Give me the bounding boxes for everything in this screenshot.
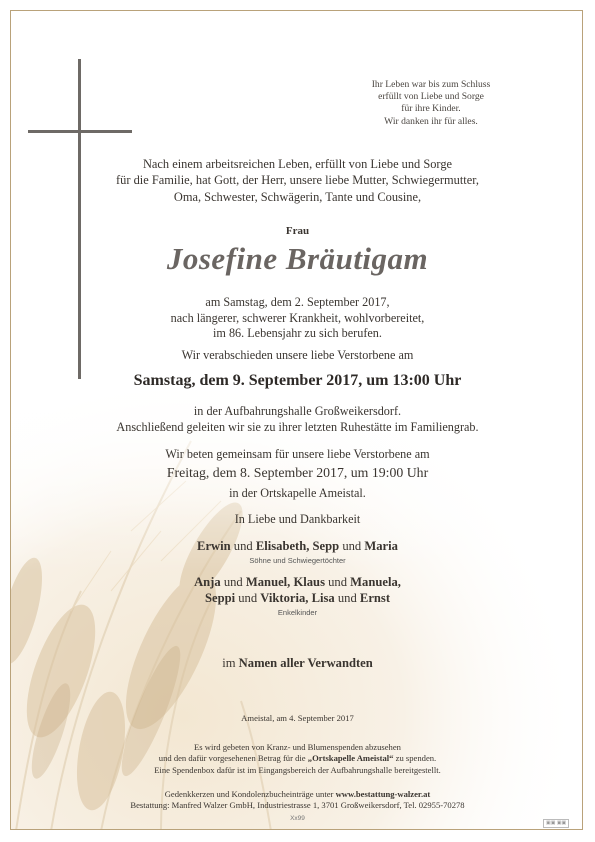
- grandchildren-role: Enkelkinder: [277, 608, 318, 617]
- salutation: Frau: [285, 225, 310, 237]
- grandchildren-line-1: [11, 574, 583, 590]
- conjunction: und: [223, 575, 243, 589]
- donation-line-2: [11, 753, 583, 764]
- intro-line: Nach einem arbeitsreichen Leben, erfüllt von Liebe und Sorge: [142, 157, 453, 171]
- cross-horizontal-beam: [28, 130, 132, 133]
- donation-line-2a: und den dafür vorgesehenen Betrag für die: [158, 753, 306, 764]
- prayer-intro: Wir beten gemeinsam für unsere liebe Verstorbene am: [165, 447, 430, 461]
- deceased-name: Josefine Bräutigam: [166, 241, 429, 276]
- quote-line: für ihre Kinder.: [401, 103, 461, 115]
- farewell-intro: Wir verabschieden unsere liebe Verstorbene am: [181, 348, 414, 362]
- website-link[interactable]: www.bestattung-walzer.at: [335, 789, 431, 799]
- relatives-prefix: im: [222, 656, 236, 670]
- name-seppi: Seppi: [204, 591, 236, 606]
- quote-line: erfüllt von Liebe und Sorge: [378, 91, 484, 103]
- closing-phrase: In Liebe und Dankbarkeit: [234, 512, 361, 526]
- intro-line: für die Familie, hat Gott, der Herr, unsere liebe Mutter, Schwiegermutter,: [116, 173, 479, 188]
- quote-line: Ihr Leben war bis zum Schluss: [371, 79, 491, 90]
- footer-line-1: [11, 789, 583, 800]
- footer-code: Xx99: [290, 815, 305, 822]
- grandchildren-line-2: [11, 590, 583, 606]
- conjunction: und: [342, 539, 362, 553]
- sons-names: [11, 538, 583, 554]
- sons-role: Söhne und Schwiegertöchter: [249, 556, 346, 565]
- name-elisabeth: Elisabeth,: [255, 539, 310, 553]
- death-line: am Samstag, dem 2. September 2017,: [205, 295, 390, 309]
- conjunction: und: [233, 539, 253, 553]
- death-line: nach längerer, schwerer Krankheit, wohlvorbereitet,: [170, 310, 425, 325]
- prayer-date: Freitag, dem 8. September 2017, um 19:00 Uhr: [166, 465, 429, 480]
- donation-recipient: „Ortskapelle Ameistal“: [307, 753, 394, 764]
- conjunction: und: [337, 591, 357, 606]
- name-maria: Maria: [364, 539, 398, 553]
- name-manuel: Manuel,: [245, 575, 291, 589]
- donation-line-1: Es wird gebeten von Kranz- und Blumenspenden abzusehen: [194, 742, 401, 752]
- name-sepp: Sepp: [312, 539, 340, 553]
- footer-info: [11, 789, 583, 812]
- name-ernst: Ernst: [359, 591, 391, 606]
- funeral-place-line: Anschließend geleiten wir sie zu ihrer letzten Ruhestätte im Familiengrab.: [116, 419, 479, 434]
- name-erwin: Erwin: [197, 539, 231, 553]
- name-viktoria: Viktoria,: [260, 591, 309, 606]
- death-notice: [11, 295, 583, 342]
- relatives-line: [11, 655, 583, 671]
- quote-line: Wir danken ihr für alles.: [384, 115, 478, 127]
- condolence-text: Gedenkkerzen und Kondolenzbucheinträge unter: [164, 789, 334, 799]
- relatives-bold: Namen aller Verwandten: [238, 656, 373, 670]
- prayer-place: in der Ortskapelle Ameistal.: [229, 486, 366, 500]
- intro-text: [11, 156, 583, 205]
- place-date: Ameistal, am 4. September 2017: [241, 713, 354, 723]
- undertaker-logo: ▣▣ ▣▣: [543, 819, 569, 828]
- name-manuela: Manuela,: [350, 575, 401, 589]
- footer-line-2: Bestattung: Manfred Walzer GmbH, Industriestrasse 1, 3701 Großweikersdorf, Tel. 02955-70278: [130, 800, 465, 811]
- death-line: im 86. Lebensjahr zu sich berufen.: [213, 326, 382, 341]
- intro-line: Oma, Schwester, Schwägerin, Tante und Cousine,: [173, 189, 422, 204]
- name-anja: Anja: [194, 575, 221, 589]
- funeral-date: Samstag, dem 9. September 2017, um 13:00 Uhr: [133, 372, 462, 389]
- donation-note: [11, 742, 583, 776]
- conjunction: und: [238, 591, 258, 606]
- grandchildren-names: [11, 574, 583, 607]
- funeral-place-line: in der Aufbahrungshalle Großweikersdorf.: [193, 404, 402, 418]
- donation-line-2c: zu spenden.: [395, 753, 437, 764]
- obituary-card: [10, 10, 583, 830]
- name-lisa: Lisa: [311, 591, 335, 606]
- conjunction: und: [328, 575, 348, 589]
- name-klaus: Klaus: [293, 575, 325, 589]
- donation-line-3: Eine Spendenbox dafür ist im Eingangsbereich der Aufbahrungshalle bereitgestellt.: [154, 764, 441, 775]
- memorial-quote: [341, 79, 521, 128]
- funeral-place: [11, 404, 583, 435]
